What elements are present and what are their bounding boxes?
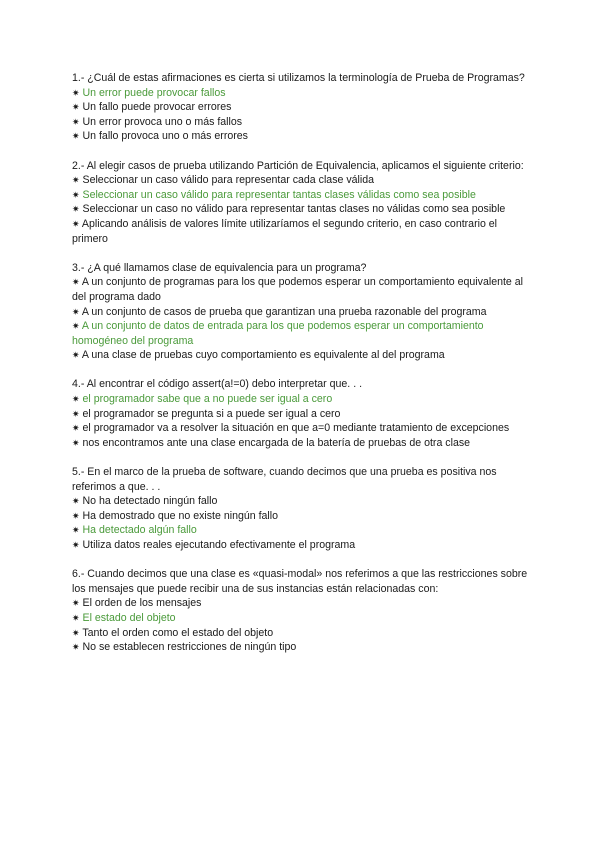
option	[72, 305, 532, 320]
question-6	[72, 567, 532, 655]
bullet-icon: ✷	[72, 350, 80, 361]
option-correct	[72, 319, 532, 348]
option-text: Aplicando análisis de valores límite utilizaríamos el segundo criterio, en caso contrario el primero	[72, 217, 498, 245]
option-text: Un error puede provocar fallos	[82, 86, 226, 99]
bullet-icon: ✷	[72, 394, 80, 405]
option-list	[72, 494, 532, 552]
option	[72, 626, 532, 641]
bullet-icon: ✷	[72, 598, 80, 609]
option	[72, 421, 532, 436]
option-text: A un conjunto de datos de entrada para los que podemos esperar un comportamiento homogéneo del programa	[72, 320, 484, 347]
option	[72, 538, 532, 553]
option	[72, 115, 532, 130]
option-text: el programador se pregunta si a puede ser igual a cero	[82, 407, 341, 420]
question-text: 1.- ¿Cuál de estas afirmaciones es cierta si utilizamos la terminología de Prueba de Programas?	[72, 72, 525, 84]
option-text: Un error provoca uno o más fallos	[82, 115, 243, 128]
question-text: 6.- Cuando decimos que una clase es «quasi-modal» nos referimos a que las restricciones sobre los mensajes que puede recibir una de sus instancias están relacionadas con:	[72, 568, 528, 595]
option-text: Seleccionar un caso válido para representar cada clase válida	[82, 174, 374, 187]
option	[72, 407, 532, 422]
option-text: Seleccionar un caso no válido para representar tantas clases no válidas como sea posible	[82, 203, 506, 216]
option-text: Un fallo provoca uno o más errores	[82, 130, 248, 143]
bullet-icon: ✷	[72, 437, 80, 448]
bullet-icon: ✷	[72, 204, 80, 215]
option	[72, 129, 532, 144]
option-list	[72, 596, 532, 654]
bullet-icon: ✷	[72, 87, 80, 98]
bullet-icon: ✷	[72, 525, 80, 536]
bullet-icon: ✷	[72, 642, 80, 653]
option-text: Tanto el orden como el estado del objeto	[82, 626, 274, 639]
bullet-icon: ✷	[72, 175, 80, 186]
option-list	[72, 275, 532, 363]
option-text: A un conjunto de programas para los que podemos esperar un comportamiento equivalente al del programa dado	[72, 276, 524, 303]
option	[72, 100, 532, 115]
bullet-icon: ✷	[72, 116, 80, 127]
option-text: Utiliza datos reales ejecutando efectivamente el programa	[82, 539, 356, 551]
option-text: A un conjunto de casos de prueba que garantizan una prueba razonable del programa	[81, 305, 487, 318]
option-text: El orden de los mensajes	[82, 597, 202, 610]
question-4	[72, 377, 532, 450]
bullet-icon: ✷	[72, 102, 80, 113]
bullet-icon: ✷	[72, 218, 80, 229]
option	[72, 202, 532, 217]
question-1	[72, 71, 532, 144]
option	[72, 640, 532, 655]
option	[72, 275, 532, 304]
bullet-icon: ✷	[72, 131, 80, 142]
option	[72, 436, 532, 451]
option-text: nos encontramos ante una clase encargada de la batería de pruebas de otra clase	[82, 436, 471, 449]
option-text: No se establecen restricciones de ningún tipo	[82, 641, 297, 654]
option	[72, 173, 532, 188]
question-text: 2.- Al elegir casos de prueba utilizando Partición de Equivalencia, aplicamos el siguiente criterio:	[72, 159, 524, 172]
bullet-icon: ✷	[72, 496, 80, 507]
bullet-icon: ✷	[72, 627, 80, 638]
question-text: 4.- Al encontrar el código assert(a!=0) debo interpretar que. . .	[72, 378, 363, 391]
bullet-icon: ✷	[72, 189, 80, 200]
option-text: el programador va a resolver la situación en que a=0 mediante tratamiento de excepciones	[82, 422, 510, 435]
option	[72, 494, 532, 509]
option-text: Seleccionar un caso válido para representar tantas clases válidas como sea posible	[82, 188, 476, 201]
question-3	[72, 261, 532, 363]
option-text: Un fallo puede provocar errores	[82, 101, 232, 114]
bullet-icon: ✷	[72, 321, 80, 332]
option	[72, 348, 532, 363]
option	[72, 509, 532, 524]
bullet-icon: ✷	[72, 306, 80, 317]
question-text: 5.- En el marco de la prueba de software, cuando decimos que una prueba es positiva nos referimos a que. . .	[72, 466, 497, 493]
bullet-icon: ✷	[72, 540, 80, 550]
option-correct	[72, 86, 532, 101]
option-text: El estado del objeto	[82, 611, 176, 624]
option-list	[72, 392, 532, 450]
bullet-icon: ✷	[72, 612, 80, 623]
bullet-icon: ✷	[72, 277, 80, 288]
option-text: A una clase de pruebas cuyo comportamiento es equivalente al del programa	[81, 349, 445, 362]
bullet-icon: ✷	[72, 423, 80, 434]
question-text: 3.- ¿A qué llamamos clase de equivalencia para un programa?	[72, 261, 367, 274]
option-correct	[72, 188, 532, 203]
bullet-icon: ✷	[72, 510, 80, 521]
option-list	[72, 173, 532, 246]
option-correct	[72, 523, 532, 538]
option-text: Ha demostrado que no existe ningún fallo	[82, 509, 279, 522]
bullet-icon: ✷	[72, 408, 80, 419]
option-correct	[72, 392, 532, 407]
option-text: el programador sabe que a no puede ser igual a cero	[82, 393, 333, 406]
option-text: No ha detectado ningún fallo	[82, 495, 218, 508]
question-5	[72, 465, 532, 553]
option-text: Ha detectado algún fallo	[82, 524, 197, 537]
option	[72, 217, 532, 246]
option-correct	[72, 611, 532, 626]
option-list	[72, 86, 532, 144]
quiz-content	[72, 71, 532, 669]
question-2	[72, 159, 532, 247]
option	[72, 596, 532, 611]
